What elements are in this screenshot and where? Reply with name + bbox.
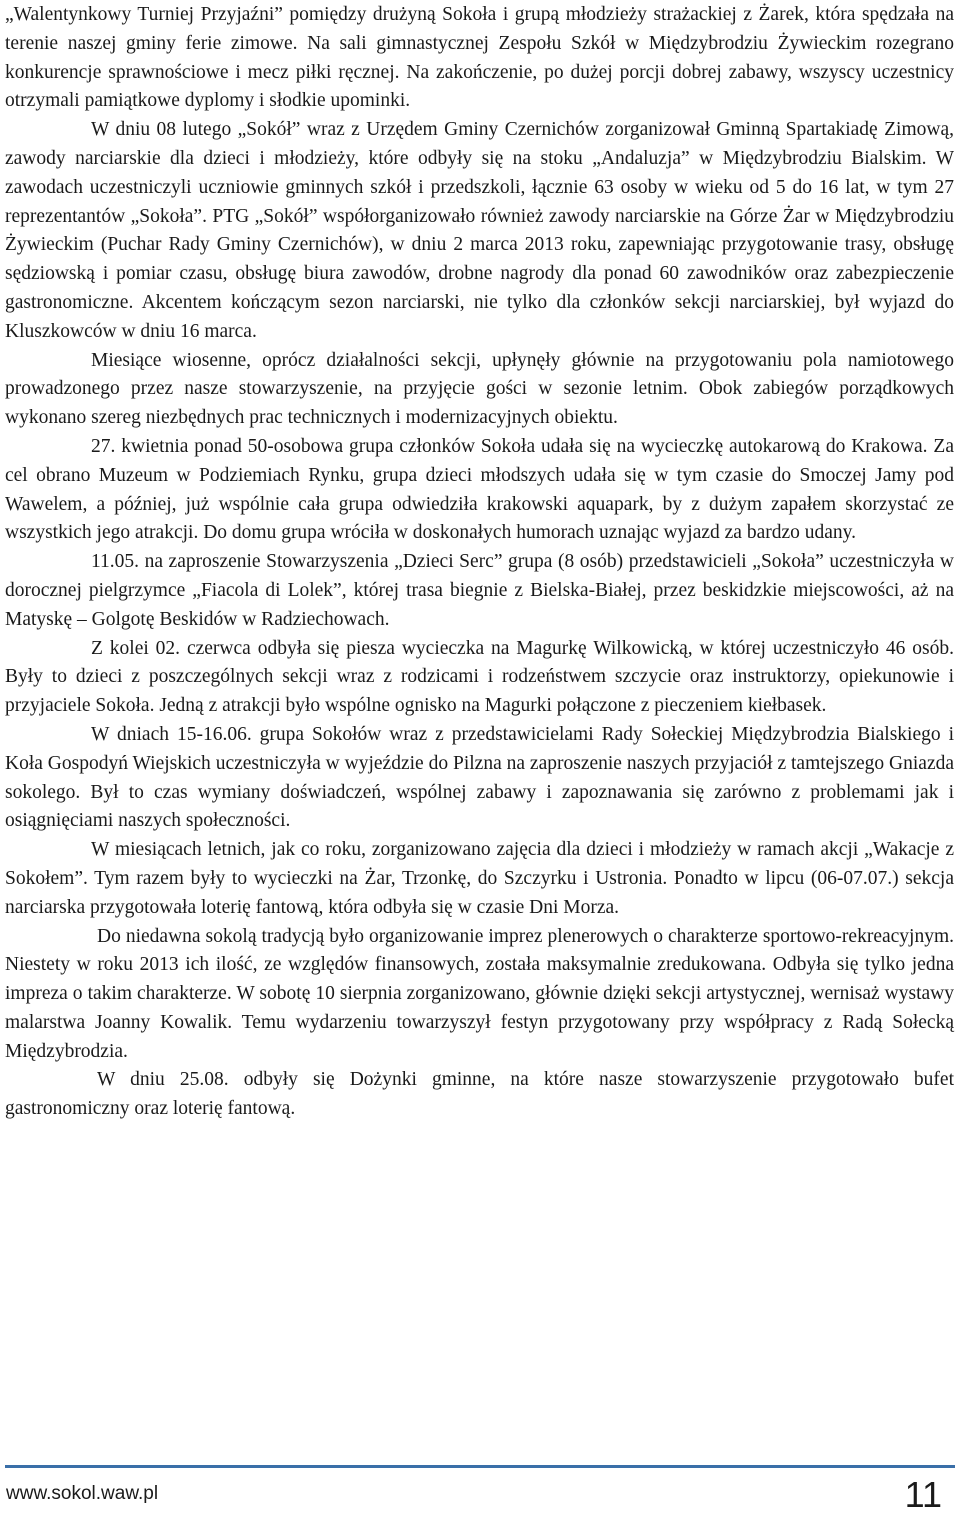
paragraph-wycieczka-krakow: 27. kwietnia ponad 50-osobowa grupa członków Sokoła udała się na wycieczkę autokarową do Krakowa. Za cel obrano Muzeum w Podziemiach Rynku, grupa dzieci młodszych udała się w tym czasie do Smoczej Jamy pod Wawelem, a później, już wspólnie cała grupa odwiedziła krakowski aquapark, by z dużym zapałem skorzystać ze wszystkich jego atrakcji. Do domu grupa wróciła w doskonałych humorach uznając wyjazd za bardzo udany. — [5, 435, 954, 544]
paragraph-spartakiada: W dniu 08 lutego „Sokół” wraz z Urzędem Gminy Czernichów zorganizował Gminną Spartakiadę Zimową, zawody narciarskie dla dzieci i młodzieży, które odbyły się na stoku „Andaluzja” w Międzybrodziu Bialskim. W zawodach uczestniczyli uczniowie gminnych szkół i przedszkoli, łącznie 63 osoby w wieku od 5 do 16 lat, w tym 27 reprezentantów „Sokoła”. PTG „Sokół” współorganizowało również zawody narciarskie na Górze Żar w Międzybrodziu Żywieckim (Puchar Rady Gminy Czernichów), w dniu 2 marca 2013 roku, zapewniając przygotowanie trasy, obsługę sędziowską i pomiar czasu, obsługę biura zawodów, drobne nagrody dla ponad 60 zawodników oraz zabezpieczenie gastronomiczne. Akcentem kończącym sezon narciarski, nie tylko dla członków sekcji narciarskiej, był wyjazd do Kluszkowców w dniu 16 marca. — [5, 119, 954, 342]
paragraph-pilzno: W dniach 15-16.06. grupa Sokołów wraz z przedstawicielami Rady Sołeckiej Międzybrodzia Bialskiego i Koła Gospodyń Wiejskich uczestniczyła w wyjeździe do Pilzna na zaproszenie naszych przyjaciół z tamtejszego Gniazda sokolego. Był to czas wymiany doświadczeń, wspólnej zabawy i zapoznawania się zarówno z problemami jak i osiągnięciami naszych społeczności. — [5, 723, 954, 832]
paragraph-magurka: Z kolei 02. czerwca odbyła się piesza wycieczka na Magurkę Wilkowicką, w której uczestniczyło 46 osób. Były to dzieci z poszczególnych sekcji wraz z rodzicami i rodzeństwem szczycie oraz instruktorzy, opiekunowie i przyjaciele Sokoła. Jedną z atrakcji było wspólne ognisko na Magurki połączone z pieczeniem kiełbasek. — [5, 637, 954, 717]
page-number: 11 — [904, 1474, 942, 1515]
footer-divider — [5, 1465, 955, 1468]
paragraph-dozynki: W dniu 25.08. odbyły się Dożynki gminne, na które nasze stowarzyszenie przygotowało bufet gastronomiczny oraz loterię fantową. — [5, 1069, 954, 1120]
paragraph-imprezy-plenerowe: Do niedawna sokolą tradycją było organizowanie imprez plenerowych o charakterze sportowo-rekreacyjnym. Niestety w roku 2013 ich ilość, ze względów finansowych, została maksymalnie zredukowana. Odbyła się tylko jedna impreza o takim charakterze. W sobotę 10 sierpnia zorganizowano, głównie dzięki sekcji artystycznej, wernisaż wystawy malarstwa Joanny Kowalik. Temu wydarzeniu towarzyszył festyn przygotowany przy współpracy z Radą Sołecką Międzybrodzia. — [5, 925, 954, 1062]
footer-website-link[interactable]: www.sokol.waw.pl — [6, 1483, 159, 1504]
paragraph-miesiace-wiosenne: Miesiące wiosenne, oprócz działalności sekcji, upłynęły głównie na przygotowaniu pola namiotowego prowadzonego przez nasze stowarzyszenie, na przyjęcie gości w sezonie letnim. Obok zabiegów porządkowych wykonano szereg niezbędnych prac technicznych i modernizacyjnych obiektu. — [5, 349, 954, 429]
paragraph-pielgrzymka: 11.05. na zaproszenie Stowarzyszenia „Dzieci Serc” grupa (8 osób) przedstawicieli „Sokoła” uczestniczyła w dorocznej pielgrzymce „Fiacola di Lolek”, której trasa biegnie z Bielska-Białej, przez beskidzkie miejscowości, aż na Matyskę – Golgotę Beskidów w Radziechowach. — [5, 551, 954, 630]
paragraph-walentynkowy-turniej: „Walentynkowy Turniej Przyjaźni” pomiędzy drużyną Sokoła i grupą młodzieży strażackiej z Żarek, która spędzała na terenie naszej gminy ferie zimowe. Na sali gimnastycznej Zespołu Szkół w Międzybrodziu Żywieckim rozegrano konkurencje sprawnościowe i mecz piłki ręcznej. Na zakończenie, po dużej porcji dobrej zabawy, wszyscy uczestnicy otrzymali pamiątkowe dyplomy i słodkie upominki. — [5, 4, 954, 112]
article-body — [5, 1, 954, 1124]
paragraph-wakacje: W miesiącach letnich, jak co roku, zorganizowano zajęcia dla dzieci i młodzieży w ramach akcji „Wakacje z Sokołem”. Tym razem były to wycieczki na Żar, Trzonkę, do Szczyrku i Ustronia. Ponadto w lipcu (06-07.07.) sekcja narciarska przygotowała loterię fantową, która odbyła się w czasie Dni Morza. — [5, 839, 954, 918]
